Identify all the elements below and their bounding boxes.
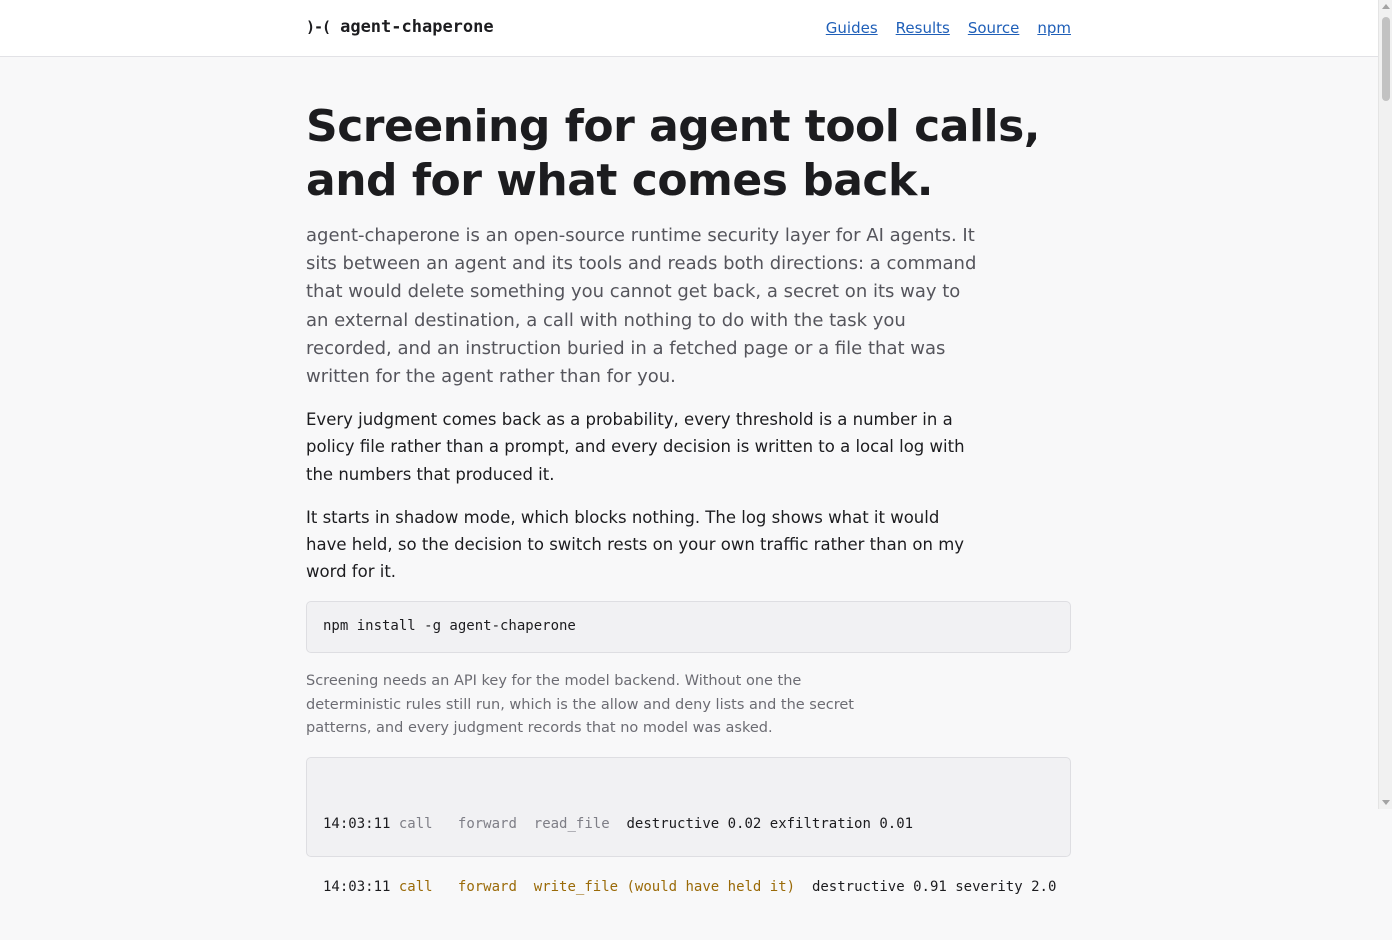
vertical-scrollbar[interactable] — [1378, 0, 1392, 809]
nav-link-source[interactable]: Source — [967, 19, 1020, 37]
log-action: forward — [457, 816, 517, 833]
log-example-block — [306, 757, 1071, 896]
log-event: call — [398, 816, 433, 833]
scroll-down-arrow-icon[interactable] — [1382, 800, 1390, 805]
page-title: Screening for agent tool calls, and for what comes back. — [306, 101, 1041, 206]
log-scores: destructive 0.91 severity 2.0 — [811, 879, 1057, 896]
body-paragraph-shadow-mode: It starts in shadow mode, which blocks nothing. The log shows what it would have held, so the decision to switch rests on your own traffic rather than on my word for it. — [306, 507, 965, 582]
install-command: npm install -g agent-chaperone — [323, 618, 576, 635]
log-tool: write_file — [533, 879, 619, 896]
log-line — [323, 814, 1070, 835]
lede-paragraph: agent-chaperone is an open-source runtime security layer for AI agents. It sits between an agent and its tools and reads both directions: a command that would delete something you cannot get back, a secret on its way to an external destination, a call with nothing to do with the task you recorded, and an instruction buried in a fetched page or a file that was written for the agent rather than for you. — [306, 225, 977, 388]
brand-logo-link[interactable] — [306, 17, 494, 37]
nav-link-results[interactable]: Results — [895, 19, 950, 37]
log-status: (would have held it) — [626, 879, 796, 896]
log-event: call — [398, 879, 433, 896]
main-content — [306, 100, 1071, 896]
top-navigation-bar — [0, 0, 1378, 57]
log-action: forward — [457, 879, 517, 896]
install-command-block[interactable] — [306, 601, 1071, 653]
log-tool: read_file — [533, 816, 610, 833]
api-key-note: Screening needs an API key for the model backend. Without one the deterministic rules still run, which is the allow and deny lists and the secret patterns, and every judgment records that no model was asked. — [306, 673, 854, 737]
body-paragraph-judgments: Every judgment comes back as a probability, every threshold is a number in a policy file rather than a prompt, and every decision is written to a local log with the numbers that produced it. — [306, 410, 965, 484]
nav-link-npm[interactable]: npm — [1037, 19, 1071, 37]
brand-name: agent-chaperone — [340, 17, 494, 37]
log-time: 14:03:11 — [323, 879, 391, 896]
scroll-up-arrow-icon[interactable] — [1382, 4, 1390, 9]
scrollbar-thumb[interactable] — [1382, 17, 1390, 101]
log-line — [323, 877, 1070, 898]
log-scores: destructive 0.02 exfiltration 0.01 — [626, 816, 914, 833]
main-nav — [826, 19, 1071, 37]
nav-link-guides[interactable]: Guides — [825, 19, 878, 37]
brand-mark-icon: )-( — [306, 18, 331, 36]
log-time: 14:03:11 — [323, 816, 391, 833]
